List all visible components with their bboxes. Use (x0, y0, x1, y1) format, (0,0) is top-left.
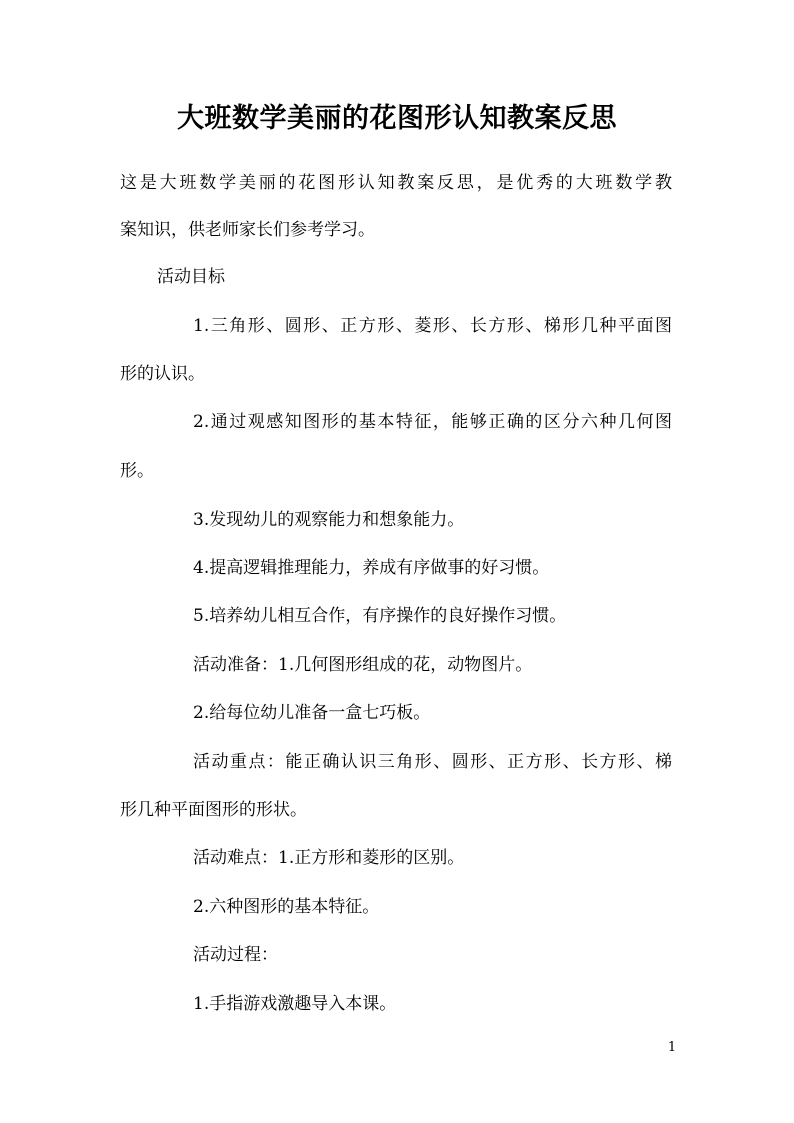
objective-4: 4.提高逻辑推理能力，养成有序做事的好习惯。 (193, 558, 550, 578)
difficulty-line-1: 活动难点：1.正方形和菱形的区别。 (193, 848, 465, 868)
page-number: 1 (667, 1040, 677, 1055)
objective-1-line-2: 形的认识。 (120, 364, 205, 384)
keypoint-line-1: 活动重点：能正确认识三角形、圆形、正方形、长方形、梯 (193, 752, 672, 772)
objective-5: 5.培养幼儿相互合作，有序操作的良好操作习惯。 (193, 606, 567, 626)
objective-3: 3.发现幼儿的观察能力和想象能力。 (193, 510, 465, 530)
difficulty-line-2: 2.六种图形的基本特征。 (193, 897, 380, 917)
page-title: 大班数学美丽的花图形认知教案反思 (177, 103, 617, 134)
objective-2-line-1: 2.通过观感知图形的基本特征，能够正确的区分六种几何图 (193, 412, 672, 432)
keypoint-line-2: 形几种平面图形的形状。 (120, 800, 307, 820)
objective-1-line-1: 1.三角形、圆形、正方形、菱形、长方形、梯形几种平面图 (193, 316, 672, 336)
process-step-1: 1.手指游戏激趣导入本课。 (193, 994, 397, 1014)
preparation-line-1: 活动准备：1.几何图形组成的花，动物图片。 (193, 655, 533, 675)
objective-2-line-2: 形。 (120, 461, 154, 481)
preparation-line-2: 2.给每位幼儿准备一盒七巧板。 (193, 703, 431, 723)
process-heading: 活动过程： (193, 945, 278, 965)
objectives-heading: 活动目标 (157, 267, 225, 287)
intro-paragraph-line-2: 案知识，供老师家长们参考学习。 (120, 220, 375, 240)
intro-paragraph-line-1: 这是大班数学美丽的花图形认知教案反思，是优秀的大班数学教 (120, 173, 672, 193)
